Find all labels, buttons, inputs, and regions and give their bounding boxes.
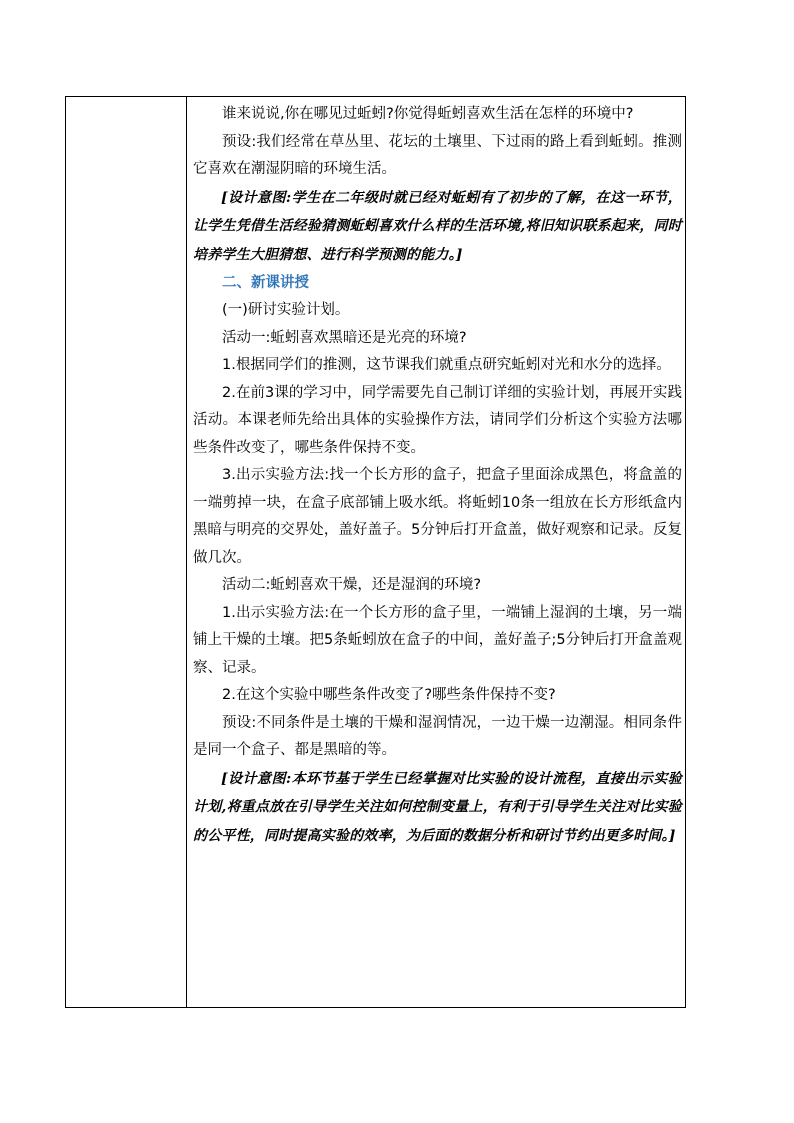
design-intent-1: [设计意图:学生在二年级时就已经对蚯蚓有了初步的了解，在这一环节，让学生凭借生活经验猜测蚯蚓喜欢什么样的生活环境,将旧知识联系起来，同时培养学生大胆猜想、进行科学预测的能力。] bbox=[193, 189, 682, 263]
table-left-cell bbox=[66, 97, 185, 1007]
activity2-title: 活动二:蚯蚓喜欢干燥，还是湿润的环境? bbox=[222, 577, 482, 593]
activity1-step-1: 1.根据同学们的推测，这节课我们就重点研究蚯蚓对光和水分的选择。 bbox=[222, 357, 671, 373]
table-content-cell bbox=[193, 101, 682, 850]
design-intent-2: [设计意图:本环节基于学生已经掌握对比实验的设计流程，直接出示实验计划,将重点放在引导学生关注如何控制变量上，有利于引导学生关注对比实验的公平性，同时提高实验的效率，为后面的数据分析和研讨节约出更多时间。] bbox=[193, 770, 682, 844]
activity1-step-2: 2.在前3课的学习中，同学需要先自己制订详细的实验计划，再展开实践活动。本课老师先给出具体的实验操作方法，请同学们分析这个实验方法哪些条件改变了，哪些条件保持不变。 bbox=[193, 384, 682, 456]
section-heading: 二、新课讲授 bbox=[222, 275, 309, 291]
table-column-divider bbox=[186, 96, 187, 1008]
question-paragraph: 谁来说说,你在哪见过蚯蚓?你觉得蚯蚓喜欢生活在怎样的环境中? bbox=[222, 106, 634, 122]
preset-paragraph: 预设:我们经常在草丛里、花坛的土壤里、下过雨的路上看到蚯蚓。推测它喜欢在潮湿阴暗的环境生活。 bbox=[193, 133, 682, 177]
sub-heading: (一)研讨实验计划。 bbox=[222, 302, 350, 318]
activity1-title: 活动一:蚯蚓喜欢黑暗还是光亮的环境? bbox=[222, 329, 467, 346]
activity2-preset: 预设:不同条件是土壤的干燥和湿润情况，一边干燥一边潮湿。相同条件是同一个盒子、都是黑暗的等。 bbox=[193, 714, 682, 758]
activity2-step-2: 2.在这个实验中哪些条件改变了?哪些条件保持不变? bbox=[222, 687, 556, 703]
activity1-step-3: 3.出示实验方法:找一个长方形的盒子，把盒子里面涂成黑色，将盒盖的一端剪掉一块，在盒子底部铺上吸水纸。将蚯蚓10条一组放在长方形纸盒内黑暗与明亮的交界处，盖好盖子。5分钟后打开盒盖，做好观察和记录。反复做几次。 bbox=[193, 467, 682, 566]
activity2-step-1: 1.出示实验方法:在一个长方形的盒子里，一端铺上湿润的土壤，另一端铺上干燥的土壤。把5条蚯蚓放在盒子的中间，盖好盖子;5分钟后打开盒盖观察、记录。 bbox=[193, 604, 682, 676]
